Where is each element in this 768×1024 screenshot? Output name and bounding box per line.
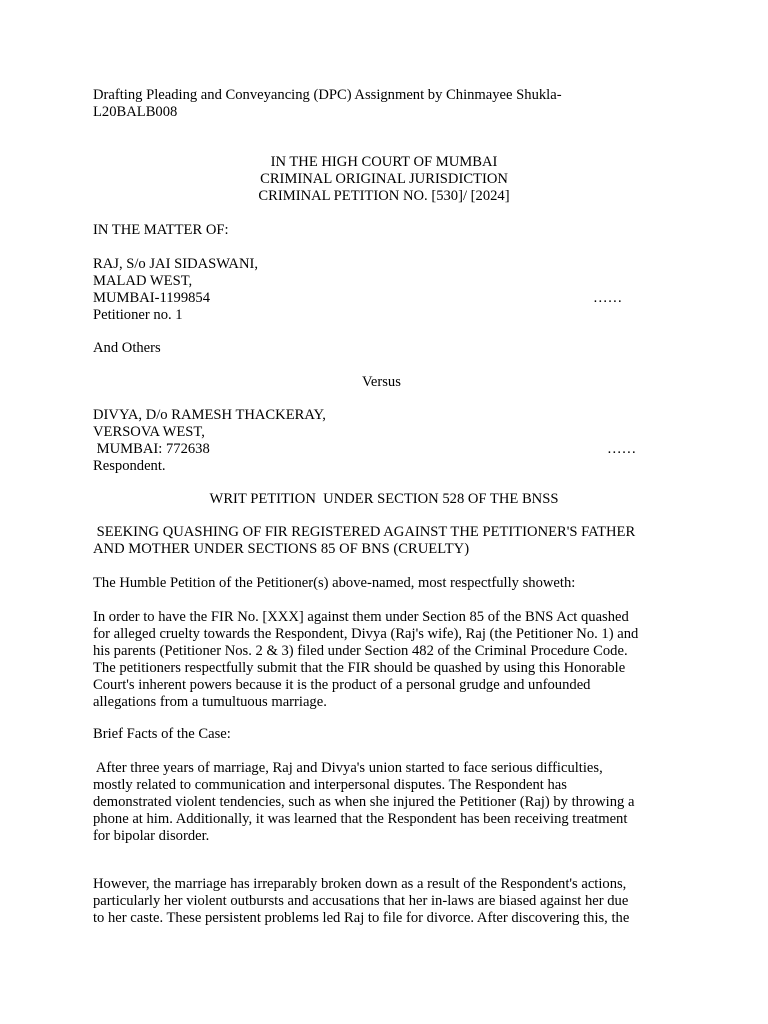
and-others: And Others — [93, 340, 161, 356]
assignment-header — [93, 87, 683, 121]
paragraph-line: to her caste. These persistent problems led Raj to file for divorce. After discovering this, the — [93, 910, 630, 926]
matter-heading: IN THE MATTER OF: — [93, 222, 229, 238]
paragraph-line: his parents (Petitioner Nos. 2 & 3) filed under Section 482 of the Criminal Procedure Code. — [93, 643, 628, 659]
paragraph-line: mostly related to communication and interpersonal disputes. The Respondent has — [93, 777, 567, 793]
paragraph-line: In order to have the FIR No. [XXX] against them under Section 85 of the BNS Act quashed — [93, 609, 629, 625]
paragraph-line: for bipolar disorder. — [93, 828, 210, 844]
respondent-name: DIVYA, D/o RAMESH THACKERAY, — [93, 407, 326, 423]
paragraph-intro — [93, 609, 683, 711]
court-name: IN THE HIGH COURT OF MUMBAI — [270, 154, 498, 170]
writ-title: WRIT PETITION UNDER SECTION 528 OF THE BNSS — [209, 491, 559, 507]
paragraph-breakdown — [93, 876, 683, 927]
petitioner-area: MALAD WEST, — [93, 273, 193, 289]
seeking-line: AND MOTHER UNDER SECTIONS 85 OF BNS (CRUELTY) — [93, 541, 470, 557]
respondent-area: VERSOVA WEST, — [93, 424, 205, 440]
versus-label: Versus — [362, 374, 401, 390]
paragraph-line: Court's inherent powers because it is the product of a personal grudge and unfounded — [93, 677, 591, 693]
petitioner-city: MUMBAI-1199854 — [93, 290, 211, 306]
paragraph-line: allegations from a tumultuous marriage. — [93, 694, 327, 710]
humble-petition: The Humble Petition of the Petitioner(s) above-named, most respectfully showeth: — [93, 575, 576, 591]
respondent-block — [93, 407, 683, 475]
petitioner-dots: …… — [593, 290, 623, 306]
paragraph-line: The petitioners respectfully submit that the FIR should be quashed by using this Honorable — [93, 660, 626, 676]
respondent-role: Respondent. — [93, 458, 166, 474]
header-line: L20BALB008 — [93, 104, 178, 120]
header-line: Drafting Pleading and Conveyancing (DPC) Assignment by Chinmayee Shukla- — [93, 87, 562, 103]
petitioner-name: RAJ, S/o JAI SIDASWANI, — [93, 256, 259, 272]
petition-number: CRIMINAL PETITION NO. [530]/ [2024] — [258, 188, 510, 204]
paragraph-line: phone at him. Additionally, it was learned that the Respondent has been receiving treatment — [93, 811, 628, 827]
paragraph-line: for alleged cruelty towards the Respondent, Divya (Raj's wife), Raj (the Petitioner No. 1) and — [93, 626, 639, 642]
paragraph-line: However, the marriage has irreparably broken down as a result of the Respondent's actions, — [93, 876, 627, 892]
paragraph-line: particularly her violent outbursts and accusations that her in-laws are biased against her due — [93, 893, 629, 909]
paragraph-line: demonstrated violent tendencies, such as when she injured the Petitioner (Raj) by throwing a — [93, 794, 635, 810]
court-jurisdiction: CRIMINAL ORIGINAL JURISDICTION — [260, 171, 508, 187]
respondent-dots: …… — [607, 441, 637, 457]
paragraph-line: After three years of marriage, Raj and Divya's union started to face serious difficulties, — [93, 760, 603, 776]
seeking-line: SEEKING QUASHING OF FIR REGISTERED AGAINST THE PETITIONER'S FATHER — [93, 524, 636, 540]
petitioner-role: Petitioner no. 1 — [93, 307, 183, 323]
respondent-city: MUMBAI: 772638 — [93, 441, 210, 457]
facts-heading: Brief Facts of the Case: — [93, 726, 231, 742]
paragraph-facts — [93, 760, 683, 845]
court-heading — [0, 154, 768, 205]
seeking-relief — [93, 524, 683, 558]
